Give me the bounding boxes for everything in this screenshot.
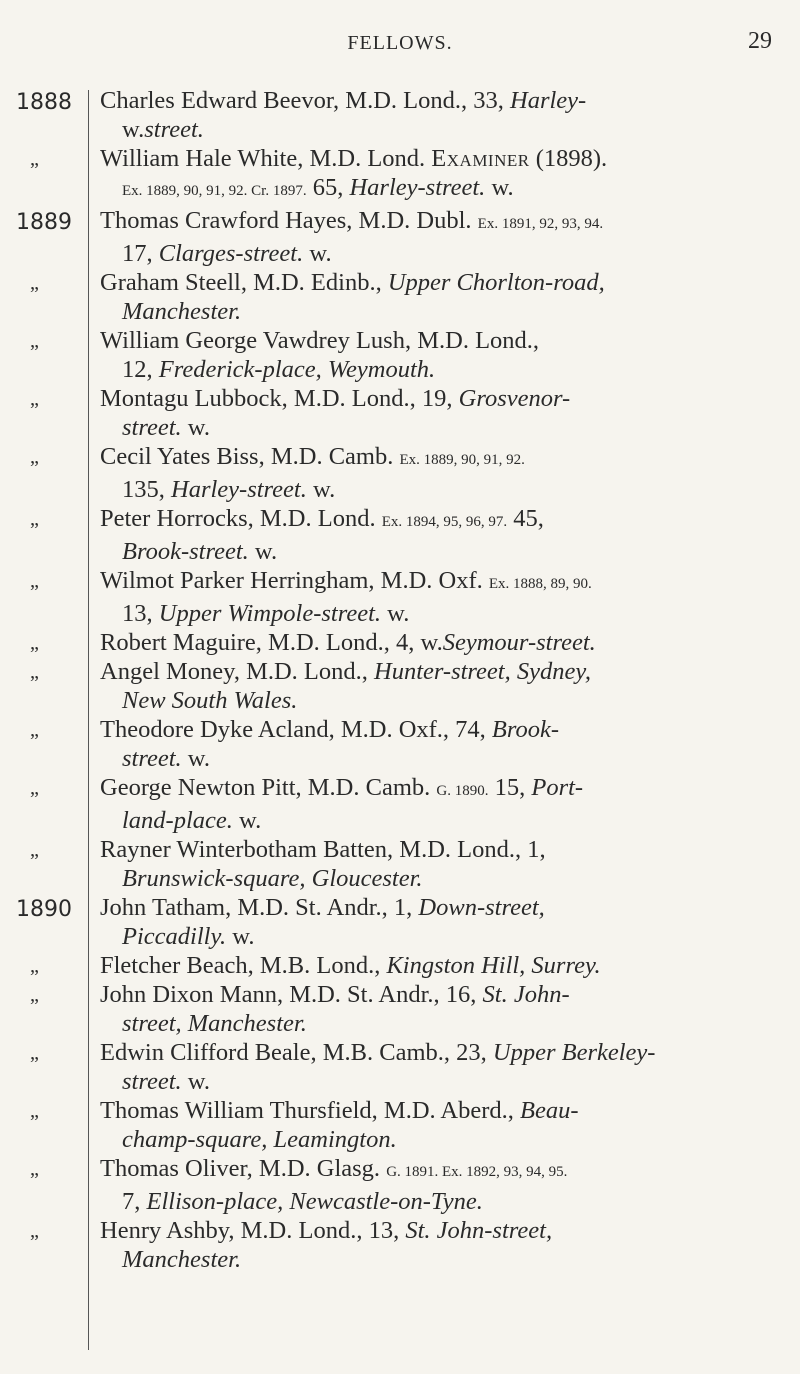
entry-line-2: [100, 744, 776, 773]
entry-district: w.: [485, 174, 514, 201]
entry-address: Frederick-place, Weymouth.: [158, 356, 436, 383]
entry-year: 1888: [16, 90, 72, 115]
entry-year: „: [30, 719, 39, 741]
entry-name: Robert Maguire, M.D. Lond., 4,: [100, 629, 421, 656]
entry-district: w.: [248, 538, 278, 565]
list-item: [0, 566, 800, 628]
entry-text-part: 7,: [122, 1188, 147, 1215]
entry-address: street.: [122, 414, 182, 441]
entry-text-part: 13,: [122, 600, 159, 627]
entry-line-2: [100, 537, 776, 566]
entry-text: [100, 326, 776, 384]
entry-address: street.: [122, 1068, 182, 1095]
entry-line-1: [100, 658, 591, 685]
entry-text-part: (1898).: [529, 145, 608, 172]
entry-address: Seymour-street.: [442, 629, 596, 656]
entry-name: Peter Horrocks, M.D. Lond.: [100, 505, 382, 532]
entry-name: Thomas Oliver, M.D. Glasg.: [100, 1155, 387, 1182]
entry-text: [100, 628, 776, 657]
entry-text: [100, 773, 776, 835]
entry-line-1: [100, 1039, 655, 1066]
entry-line-1: [100, 952, 601, 979]
entry-address: Harley-: [510, 87, 587, 114]
entry-address: New South Wales.: [122, 687, 298, 714]
entry-text: [100, 504, 776, 566]
entry-name: Edwin Clifford Beale, M.B. Camb., 23,: [100, 1039, 493, 1066]
entry-name: Angel Money, M.D. Lond.,: [100, 658, 375, 685]
entry-address: Brook-street.: [122, 538, 249, 565]
entry-text-part: 65,: [306, 174, 350, 201]
entry-year: „: [30, 1100, 39, 1122]
entry-examinerships: G. 1891. Ex. 1892, 93, 94, 95.: [386, 1164, 568, 1180]
entry-name: William George Vawdrey Lush, M.D. Lond.,: [100, 327, 540, 354]
entry-examinerships: G. 1890.: [436, 783, 489, 799]
entry-name: George Newton Pitt, M.D. Camb.: [100, 774, 437, 801]
list-item: [0, 980, 800, 1038]
entry-line-2: [100, 599, 776, 628]
entry-address: Brook-: [491, 716, 560, 743]
entry-name: William Hale White, M.D. Lond.: [100, 145, 432, 172]
entry-text: [100, 893, 776, 951]
entry-line-2: [100, 1245, 776, 1274]
entry-name: John Dixon Mann, M.D. St. Andr., 16,: [100, 981, 483, 1008]
entry-line-1: [100, 269, 605, 296]
list-item: [0, 326, 800, 384]
entry-examinerships: Ex. 1889, 90, 91, 92.: [399, 452, 525, 468]
entry-line-2: [100, 806, 776, 835]
entry-address: street, Manchester.: [122, 1010, 307, 1037]
entry-line-2: [100, 355, 776, 384]
entry-address: land-place.: [122, 807, 233, 834]
entry-district: w.: [381, 600, 410, 627]
list-item: [0, 384, 800, 442]
entry-text: [100, 980, 776, 1038]
entry-line-1: [100, 207, 603, 234]
list-item: [0, 86, 800, 144]
entry-year: „: [30, 148, 39, 170]
entry-line-1: [100, 87, 586, 114]
entry-line-1: [100, 1155, 567, 1182]
entry-line-1: [100, 716, 559, 743]
entry-district: w.: [181, 414, 211, 441]
entry-year: 1890: [16, 897, 72, 922]
entry-year: „: [30, 508, 39, 530]
entry-name: Thomas William Thursfield, M.D. Aberd.,: [100, 1097, 521, 1124]
entry-address: Harley-street.: [171, 476, 307, 503]
entry-district: w.: [303, 240, 332, 267]
list-item: [0, 628, 800, 657]
entry-text: [100, 1154, 776, 1216]
entry-text-part: 15,: [488, 774, 532, 801]
entry-year: „: [30, 330, 39, 352]
entry-address: Upper Wimpole-street.: [158, 600, 382, 627]
entry-text: [100, 1216, 776, 1274]
page-header: [0, 28, 800, 58]
list-item: [0, 504, 800, 566]
entry-line-1: [100, 145, 607, 172]
entry-name: Theodore Dyke Acland, M.D. Oxf., 74,: [100, 716, 492, 743]
entry-line-1: [100, 385, 570, 412]
entry-examinerships: Ex. 1894, 95, 96, 97.: [381, 514, 508, 530]
entry-text: [100, 384, 776, 442]
entry-text: [100, 835, 776, 893]
entry-line-2: [100, 1009, 776, 1038]
entry-name: Thomas Crawford Hayes, M.D. Dubl.: [100, 207, 478, 234]
entry-name: Rayner Winterbotham Batten, M.D. Lond., 1,: [100, 836, 546, 863]
entry-examinerships: Ex. 1891, 92, 93, 94.: [477, 216, 604, 232]
entry-year: „: [30, 1042, 39, 1064]
entry-name: Henry Ashby, M.D. Lond., 13,: [100, 1217, 406, 1244]
entry-name: Charles Edward Beevor, M.D. Lond., 33,: [100, 87, 510, 114]
entry-text: [100, 566, 776, 628]
entry-address: Beau-: [520, 1097, 579, 1124]
entry-year: „: [30, 839, 39, 861]
entry-text: [100, 951, 776, 980]
entry-year: „: [30, 388, 39, 410]
entry-line-1: [100, 567, 592, 594]
entry-address: Brunswick-square, Gloucester.: [122, 865, 423, 892]
list-item: [0, 144, 800, 206]
entry-examinerships: Ex. 1889, 90, 91, 92. Cr. 1897.: [122, 183, 307, 199]
entry-address: champ-square, Leamington.: [122, 1126, 397, 1153]
entry-text: [100, 715, 776, 773]
list-item: [0, 442, 800, 504]
list-item: [0, 1216, 800, 1274]
entry-year: 1889: [16, 210, 72, 235]
list-item: [0, 893, 800, 951]
entry-line-2: [100, 475, 776, 504]
entry-line-2: [100, 1125, 776, 1154]
entry-text: [100, 144, 776, 206]
entry-text: [100, 442, 776, 504]
list-item: [0, 1154, 800, 1216]
entry-name: Montagu Lubbock, M.D. Lond., 19,: [100, 385, 459, 412]
entry-line-2: [100, 864, 776, 893]
entry-line-2: [100, 173, 776, 206]
entry-address: Upper Berkeley-: [492, 1039, 656, 1066]
entry-name: Graham Steell, M.D. Edinb.,: [100, 269, 388, 296]
entry-line-1: [100, 327, 539, 354]
entry-line-2: [100, 413, 776, 442]
entry-year: „: [30, 1158, 39, 1180]
entry-line-2: [100, 1067, 776, 1096]
entry-examinerships: Ex. 1888, 89, 90.: [488, 576, 592, 592]
page-number: 29: [748, 28, 772, 54]
entry-office: Examiner: [431, 145, 530, 172]
entry-year: „: [30, 984, 39, 1006]
entry-text-part: 45,: [507, 505, 544, 532]
list-item: [0, 715, 800, 773]
entry-line-1: [100, 629, 596, 656]
entry-text: [100, 206, 776, 268]
list-item: [0, 206, 800, 268]
entry-year: „: [30, 272, 39, 294]
entry-line-2: [100, 922, 776, 951]
entry-text-part: 17,: [122, 240, 159, 267]
entry-address: Port-: [531, 774, 584, 801]
entry-district: w.: [226, 923, 255, 950]
entry-address: Hunter-street, Sydney,: [374, 658, 592, 685]
entry-name: Fletcher Beach, M.B. Lond.,: [100, 952, 387, 979]
entry-address: Piccadilly.: [122, 923, 227, 950]
entry-line-1: [100, 774, 583, 801]
entry-district: w.: [181, 1068, 211, 1095]
entry-year: „: [30, 777, 39, 799]
list-item: [0, 773, 800, 835]
entry-year: „: [30, 632, 39, 654]
entry-line-1: [100, 1097, 579, 1124]
list-item: [0, 1096, 800, 1154]
entry-line-1: [100, 836, 546, 863]
entry-line-1: [100, 505, 544, 532]
entry-line-2: [100, 686, 776, 715]
entry-address: Ellison-place, Newcastle-on-Tyne.: [146, 1188, 483, 1215]
entry-text: [100, 268, 776, 326]
list-item: [0, 657, 800, 715]
running-title: FELLOWS.: [347, 32, 453, 54]
list-item: [0, 268, 800, 326]
entry-name: John Tatham, M.D. St. Andr., 1,: [100, 894, 419, 921]
entry-address: Manchester.: [122, 1246, 242, 1273]
entry-address: Upper Chorlton-road,: [387, 269, 605, 296]
list-item: [0, 951, 800, 980]
entry-year: „: [30, 1220, 39, 1242]
entry-year: „: [30, 955, 39, 977]
entry-address: Manchester.: [122, 298, 242, 325]
entry-year: „: [30, 446, 39, 468]
entry-district: w.: [232, 807, 262, 834]
entry-line-2: [100, 239, 776, 268]
entry-text: [100, 1038, 776, 1096]
entry-text: [100, 657, 776, 715]
entry-line-2: [100, 1187, 776, 1216]
entry-address: street.: [122, 745, 182, 772]
entry-address: St. John-street,: [405, 1217, 553, 1244]
entry-text-part: 135,: [122, 476, 171, 503]
entry-name: Cecil Yates Biss, M.D. Camb.: [100, 443, 400, 470]
entry-text: [100, 86, 776, 144]
entry-address: Harley-street.: [349, 174, 486, 201]
entry-address: Down-street,: [418, 894, 545, 921]
entry-line-1: [100, 443, 525, 470]
entry-line-1: [100, 981, 570, 1008]
entry-address: St. John-: [482, 981, 570, 1008]
entry-text-part: w.: [122, 116, 145, 143]
entry-district: w.: [181, 745, 211, 772]
entry-text-part: 12,: [122, 356, 159, 383]
list-item: [0, 1038, 800, 1096]
entry-year: „: [30, 570, 39, 592]
entry-line-2: [100, 115, 776, 144]
entry-address: Grosvenor-: [458, 385, 571, 412]
entry-address: Kingston Hill, Surrey.: [386, 952, 601, 979]
entry-district: w.: [306, 476, 336, 503]
entry-text-part: w.: [420, 629, 443, 656]
entry-line-1: [100, 894, 545, 921]
entry-line-2: [100, 297, 776, 326]
entry-line-1: [100, 1217, 552, 1244]
entry-text: [100, 1096, 776, 1154]
entry-year: „: [30, 661, 39, 683]
entry-name: Wilmot Parker Herringham, M.D. Oxf.: [100, 567, 489, 594]
fellows-list: [0, 86, 800, 1274]
entry-address: Clarges-street.: [158, 240, 304, 267]
entry-address: street.: [144, 116, 204, 143]
list-item: [0, 835, 800, 893]
